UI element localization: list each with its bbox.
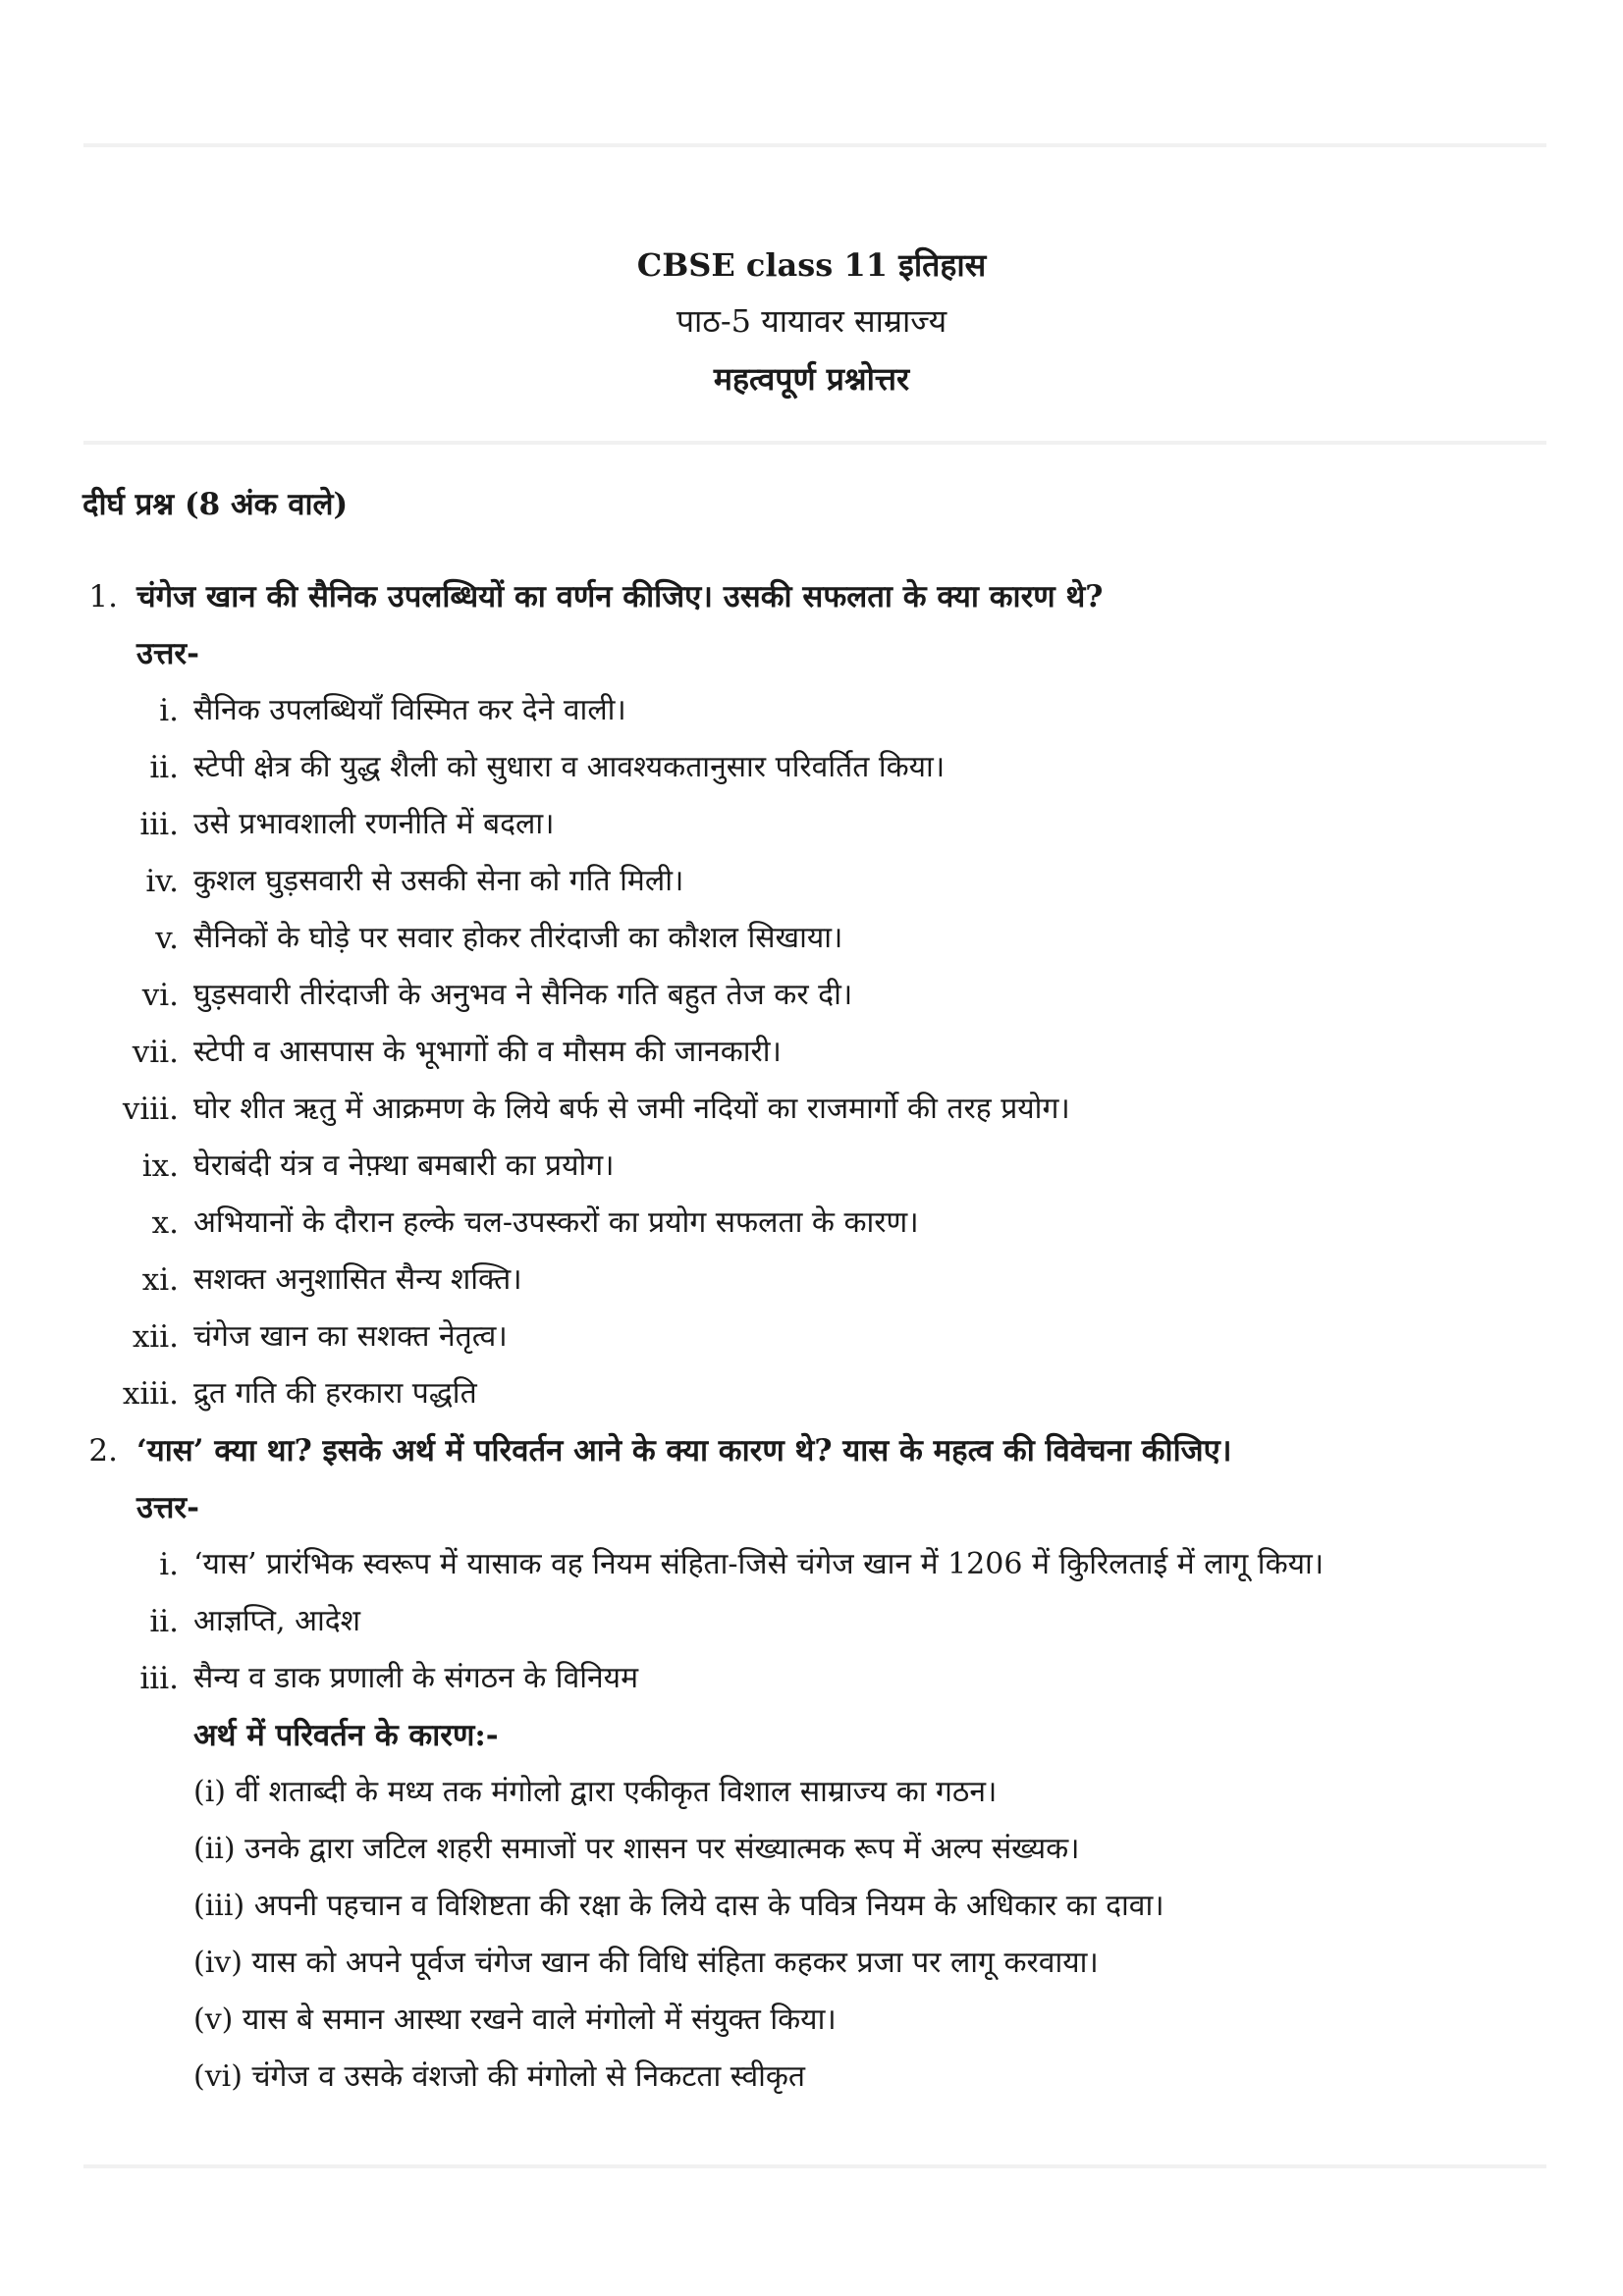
reason-item: (iv) यास को अपने पूर्वज चंगेज खान की विधि संहिता कहकर प्रजा पर लागू करवाया। — [193, 1946, 1099, 1980]
list-item-text: सैनिक उपलब्धियाँ विस्मित कर देने वाली। — [193, 693, 626, 727]
bottom-divider — [83, 2164, 1546, 2168]
answer-label: उत्तर- — [136, 636, 199, 671]
document-subtitle: महत्वपूर्ण प्रश्नोत्तर — [713, 360, 910, 398]
top-divider — [83, 143, 1546, 147]
list-marker: xi. — [141, 1262, 179, 1298]
list-marker: xii. — [132, 1319, 179, 1355]
list-item-text: स्टेपी व आसपास के भूभागों की व मौसम की जानकारी। — [193, 1035, 782, 1069]
subheading: अर्थ में परिवर्तन के कारण:- — [193, 1718, 499, 1753]
list-marker: iv. — [145, 864, 179, 899]
list-marker: i. — [159, 693, 179, 728]
list-item-text: स्टेपी क्षेत्र की युद्ध शैली को सुधारा व आवश्यकतानुसार परिवर्तित किया। — [193, 750, 946, 784]
list-item-text: घेराबंदी यंत्र व नेफ़्था बमबारी का प्रयोग। — [193, 1148, 615, 1183]
question-number: 1. — [88, 579, 118, 614]
question-number: 2. — [88, 1433, 118, 1468]
list-item-text: द्रुत गति की हरकारा पद्धति — [193, 1376, 477, 1411]
list-item-text: आज्ञप्ति, आदेश — [193, 1604, 361, 1638]
list-marker: x. — [151, 1205, 179, 1241]
list-marker: iii. — [139, 1661, 179, 1696]
answer-label: उत्तर- — [136, 1490, 199, 1525]
list-item-text: अभियानों के दौरान हल्के चल-उपस्करों का प्रयोग सफलता के कारण। — [193, 1205, 919, 1240]
list-item-text: कुशल घुड़सवारी से उसकी सेना को गति मिली। — [193, 864, 684, 898]
reason-item: (vi) चंगेज व उसके वंशजो की मंगोलो से निकटता स्वीकृत — [193, 2059, 806, 2094]
list-item-text: उसे प्रभावशाली रणनीति में बदला। — [193, 807, 555, 841]
list-marker: iii. — [139, 807, 179, 842]
question-text: ‘यास’ क्या था? इसके अर्थ में परिवर्तन आने के क्या कारण थे? यास के महत्व की विवेचना कीजिए। — [136, 1433, 1232, 1468]
list-item-text: ‘यास’ प्रारंभिक स्वरूप में यासाक वह नियम संहिता-जिसे चंगेज खान में 1206 में किुरिलताई में लागू किया। — [193, 1547, 1325, 1581]
reason-item: (ii) उनके द्वारा जटिल शहरी समाजों पर शासन पर संख्यात्मक रूप में अल्प संख्यक। — [193, 1832, 1080, 1866]
list-marker: viii. — [122, 1092, 179, 1127]
list-marker: i. — [159, 1547, 179, 1582]
list-marker: vi. — [141, 978, 179, 1013]
chapter-title: पाठ-5 यायावर साम्राज्य — [676, 302, 947, 340]
reason-item: (i) वीं शताब्दी के मध्य तक मंगोलो द्वारा एकीकृत विशाल साम्राज्य का गठन। — [193, 1775, 998, 1809]
list-item-text: चंगेज खान का सशक्त नेतृत्व। — [193, 1319, 508, 1354]
list-marker: vii. — [132, 1035, 179, 1070]
list-marker: v. — [155, 921, 179, 956]
list-item-text: सैन्य व डाक प्रणाली के संगठन के विनियम — [193, 1661, 639, 1695]
list-marker: ii. — [149, 1604, 179, 1639]
list-item-text: घोर शीत ऋतु में आक्रमण के लिये बर्फ से जमी नदियों का राजमार्गो की तरह प्रयोग। — [193, 1092, 1070, 1126]
list-item-text: घुड़सवारी तीरंदाजी के अनुभव ने सैनिक गति बहुत तेज कर दी। — [193, 978, 853, 1012]
document-title: CBSE class 11 इतिहास — [636, 246, 987, 284]
header-divider — [83, 441, 1546, 445]
list-marker: ii. — [149, 750, 179, 785]
reason-item: (iii) अपनी पहचान व विशिष्टता की रक्षा के लिये दास के पवित्र नियम के अधिकार का दावा। — [193, 1889, 1164, 1923]
reason-item: (v) यास बे समान आस्था रखने वाले मंगोलो में संयुक्त किया। — [193, 2002, 837, 2037]
section-title: दीर्घ प्रश्न (8 अंक वाले) — [82, 487, 349, 522]
list-marker: ix. — [141, 1148, 179, 1184]
list-item-text: सैनिकों के घोड़े पर सवार होकर तीरंदाजी का कौशल सिखाया। — [193, 921, 843, 955]
list-item-text: सशक्त अनुशासित सैन्य शक्ति। — [193, 1262, 522, 1297]
question-text: चंगेज खान की सैनिक उपलब्धियों का वर्णन कीजिए। उसकी सफलता के क्या कारण थे? — [136, 579, 1104, 614]
list-marker: xiii. — [122, 1376, 179, 1412]
